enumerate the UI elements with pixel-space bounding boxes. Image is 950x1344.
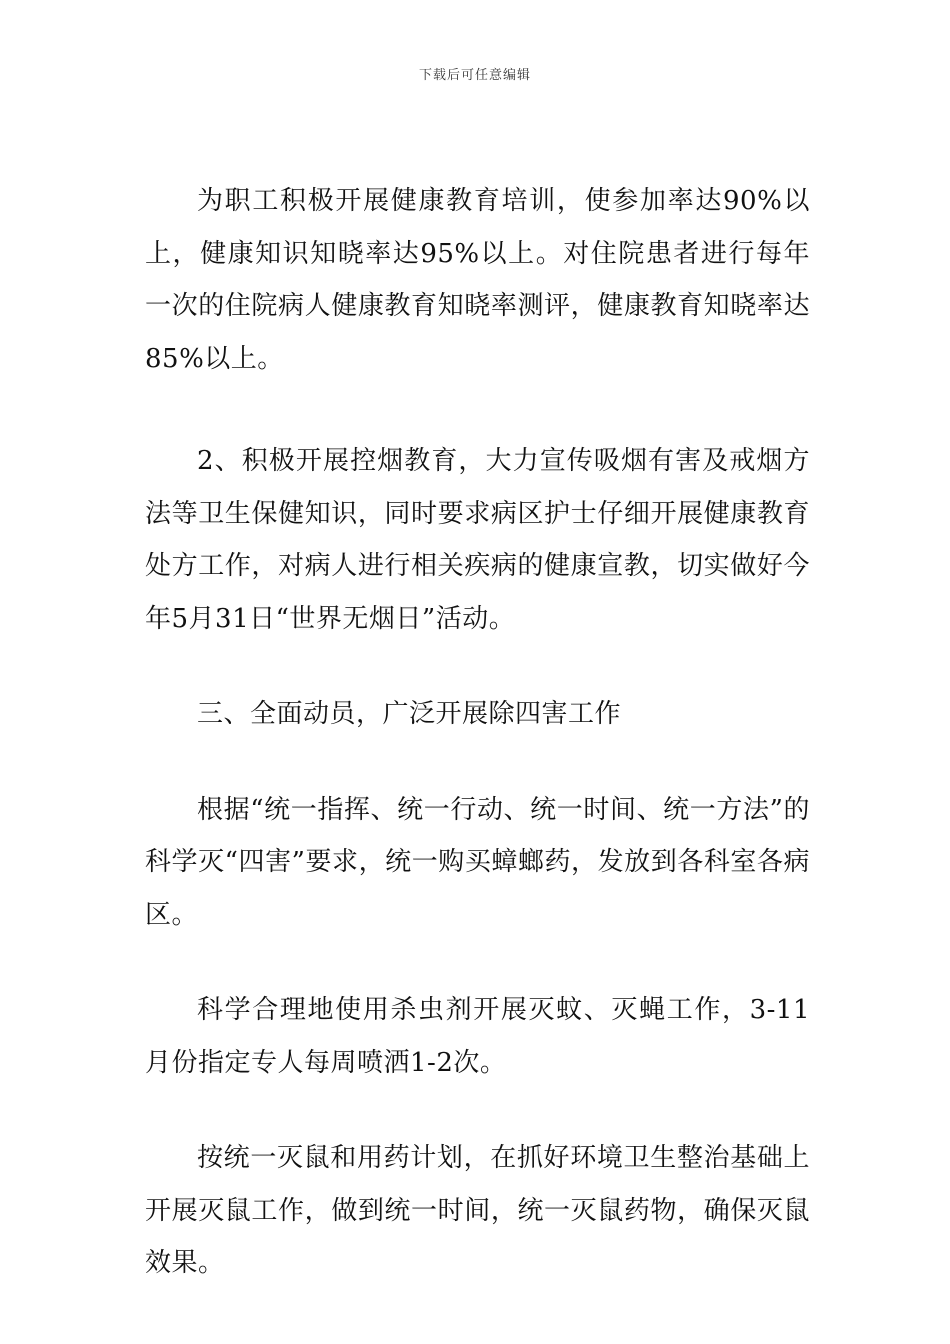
- page-header: 下载后可任意编辑: [418, 68, 531, 83]
- section-heading-pest-control: 三、全面动员，广泛开展除四害工作: [197, 699, 622, 729]
- paragraph-mosquito-fly-control: 科学合理地使用杀虫剂开展灭蚊、灭蝇工作，3-11月份指定专人每周喷洒1-2次。: [145, 995, 810, 1078]
- paragraph-cockroach-control: 根据“统一指挥、统一行动、统一时间、统一方法”的科学灭“四害”要求，统一购买蟑螂药，发放到各科室各病区。: [145, 794, 810, 930]
- paragraph-rodent-control: 按统一灭鼠和用药计划，在抓好环境卫生整治基础上开展灭鼠工作，做到统一时间，统一灭鼠药物，确保灭鼠效果。: [145, 1143, 810, 1278]
- document-body: [145, 175, 810, 1290]
- paragraph-health-education-rates: 为职工积极开展健康教育培训，使参加率达90%以上，健康知识知晓率达95%以上。对住院患者进行每年一次的住院病人健康教育知晓率测评，健康教育知晓率达85%以上。: [145, 186, 810, 374]
- paragraph-tobacco-control: 2、积极开展控烟教育，大力宣传吸烟有害及戒烟方法等卫生保健知识，同时要求病区护士仔细开展健康教育处方工作，对病人进行相关疾病的健康宣教，切实做好今年5月31日“世界无烟日”活动。: [145, 446, 810, 634]
